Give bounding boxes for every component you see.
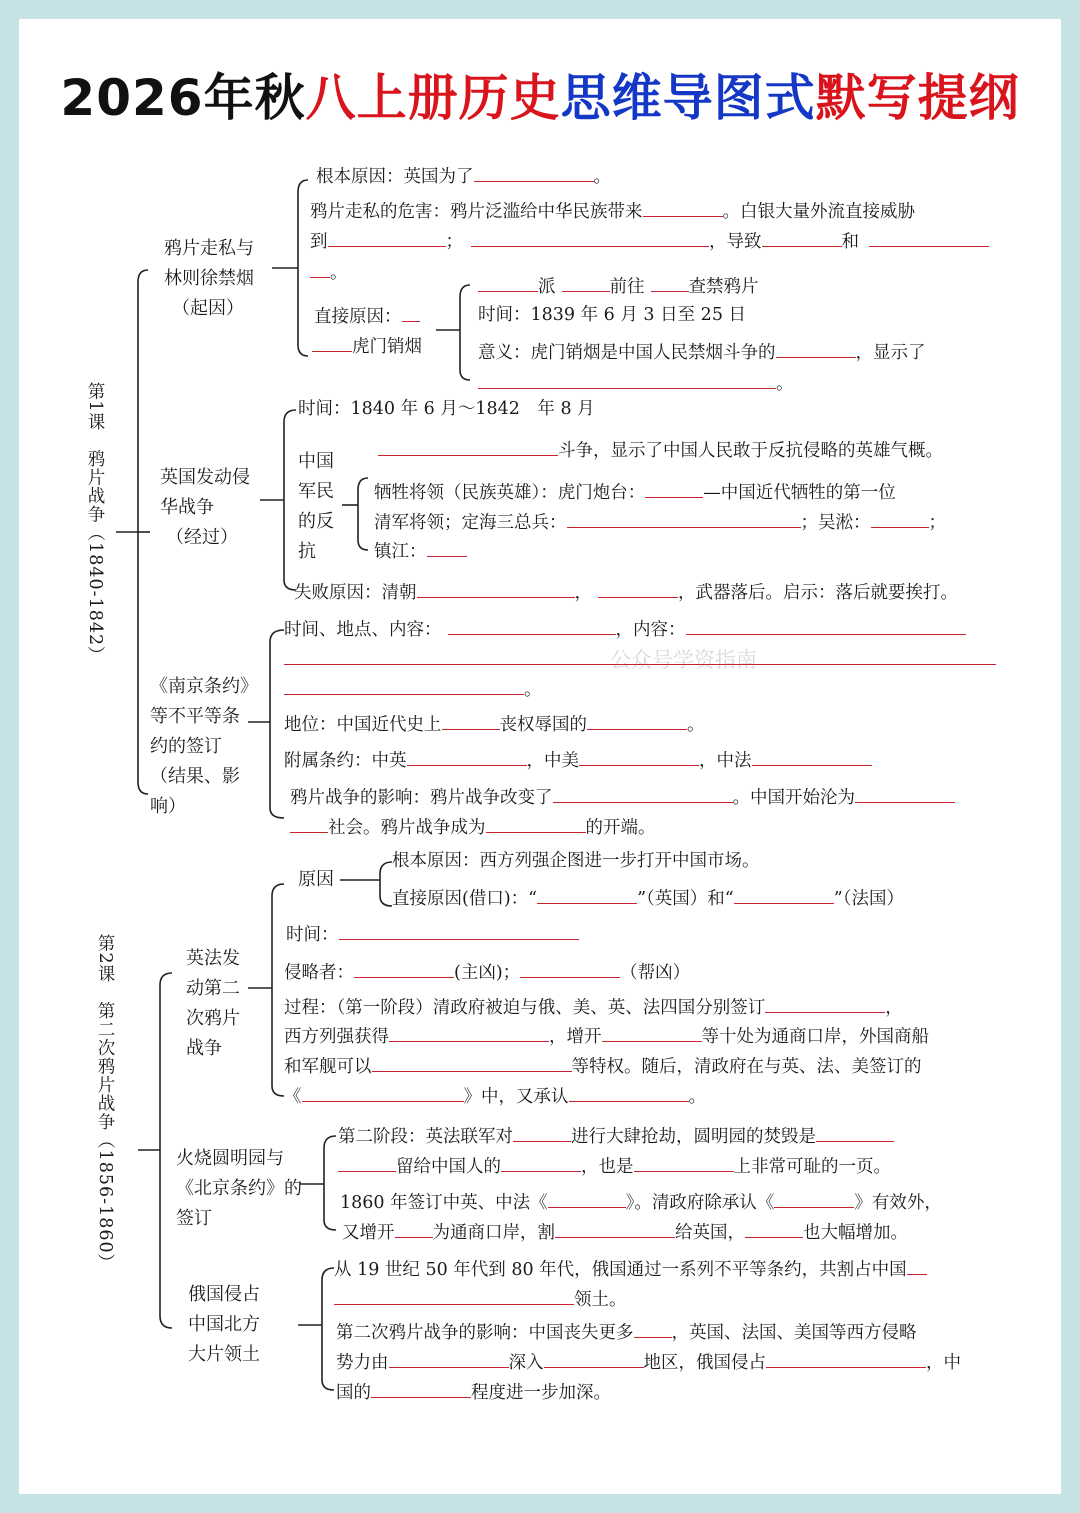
l1-direct-label [314, 304, 420, 328]
blank-line[interactable] [486, 815, 586, 833]
text: 。 [524, 680, 542, 700]
text: 势力由 [336, 1353, 389, 1373]
l2-f1 [338, 1124, 894, 1148]
text: 鸦片走私的危害：鸦片泛滥给中华民族带来 [310, 202, 643, 222]
text: （帮凶） [620, 963, 691, 983]
text: 镇江： [374, 542, 427, 562]
text: 。 [330, 263, 348, 283]
text: ， [574, 583, 592, 603]
node-line: 等不平等条 [150, 706, 240, 727]
l1-c3 [374, 480, 896, 504]
blank-line[interactable] [312, 334, 352, 352]
text: 斗争，显示了中国人民敢于反抗侵略的英雄气概。 [558, 441, 943, 461]
node-line: 中国北方 [188, 1314, 260, 1335]
node-line: 军民 [298, 481, 334, 502]
node-line: 《北京条约》的 [176, 1178, 302, 1199]
title-format: 思维导图式 [560, 69, 816, 127]
text: 。 [687, 715, 705, 735]
blank-line[interactable] [372, 1054, 572, 1072]
lesson2-node-outbreak [186, 944, 240, 1064]
node-line: 战争 [186, 1038, 222, 1059]
text: 清军将领；定海三总兵： [374, 513, 567, 533]
blank-line[interactable] [765, 995, 885, 1013]
l1-d4 [284, 712, 705, 736]
blank-line[interactable] [302, 1084, 464, 1102]
text: ，内容： [615, 620, 686, 640]
node-line: （起因） [172, 298, 244, 319]
l2-g2 [334, 1287, 627, 1311]
blank-line[interactable] [501, 1154, 581, 1172]
text: ，增开 [549, 1027, 602, 1047]
text: 的开端。 [585, 818, 656, 838]
text: ，中 [926, 1353, 961, 1373]
blank-line[interactable] [645, 480, 703, 498]
blank-line[interactable] [567, 510, 801, 528]
blank-line[interactable] [544, 1350, 644, 1368]
text: 领土。 [574, 1290, 627, 1310]
blank-line[interactable] [869, 229, 989, 247]
blank-line[interactable] [328, 229, 446, 247]
blank-line[interactable] [537, 886, 637, 904]
text: 等特权。随后，清政府在与英、法、美签订的 [571, 1057, 922, 1077]
blank-line[interactable] [602, 1024, 702, 1042]
blank-line[interactable] [284, 677, 524, 695]
l1-d6 [290, 785, 955, 809]
node-line: 华战争 [160, 497, 214, 518]
l2-e1: 根本原因：西方列强企图进一步打开中国市场。 [392, 851, 760, 871]
text: 国的 [336, 1383, 371, 1403]
text: 1860 年签订中英、中法《 [340, 1193, 548, 1213]
l1-b2: 时间：1839 年 6 月 3 日至 25 日 [478, 305, 747, 325]
text: ；吴淞： [800, 513, 871, 533]
text: 查禁鸦片 [688, 277, 759, 297]
text: 留给中国人的 [396, 1157, 501, 1177]
blank-line[interactable] [651, 274, 689, 292]
node-line: 大片领土 [188, 1344, 260, 1365]
blank-line[interactable] [569, 1084, 689, 1102]
text: (主凶)； [454, 963, 521, 983]
text: 。 [776, 374, 794, 394]
text: ， [885, 998, 903, 1018]
text: —中国近代牺牲的第一位 [703, 483, 896, 503]
text: ，英国、法国、美国等西方侵略 [671, 1323, 917, 1343]
blank-line[interactable] [520, 960, 620, 978]
node-line: 抗 [298, 541, 316, 562]
text: 直接原因： [314, 307, 402, 327]
node-line: 俄国侵占 [188, 1284, 260, 1305]
l1-a1 [316, 164, 611, 188]
node-line: 签订 [176, 1208, 212, 1229]
l2-f2 [338, 1154, 891, 1178]
l1-b3 [478, 340, 926, 364]
text: ”（法国） [833, 889, 904, 909]
node-line: 英法发 [186, 948, 240, 969]
lesson1-node-result [150, 672, 258, 822]
text: 》有效外， [854, 1193, 942, 1213]
l1-c1: 时间：1840 年 6 月～1842 年 8 月 [298, 399, 595, 419]
blank-line[interactable] [762, 229, 842, 247]
l1-c6 [294, 580, 958, 604]
blank-line[interactable] [395, 1220, 433, 1238]
node-line: 中国 [298, 451, 334, 472]
text: 和 [841, 232, 859, 252]
node-line: 英国发动侵 [160, 467, 250, 488]
node-line: 次鸦片 [186, 1008, 240, 1029]
l2-f3 [340, 1190, 942, 1214]
blank-line[interactable] [339, 922, 579, 940]
text: 到 [310, 232, 328, 252]
blank-line[interactable] [427, 539, 467, 557]
blank-line[interactable] [855, 785, 955, 803]
text: 侵略者： [284, 963, 354, 983]
node-line: 《南京条约》 [150, 676, 258, 697]
blank-line[interactable] [334, 1287, 574, 1305]
blank-line[interactable] [553, 785, 733, 803]
text: 鸦片战争的影响：鸦片战争改变了 [290, 788, 553, 808]
blank-line[interactable] [548, 1190, 626, 1208]
text: ”（英国）和“ [637, 889, 734, 909]
text: 第二次鸦片战争的影响：中国丧失更多 [336, 1323, 634, 1343]
l2-e4 [284, 960, 690, 984]
blank-line[interactable] [474, 164, 594, 182]
text: ； [445, 232, 463, 252]
text: 时间： [286, 925, 339, 945]
text: 意义：虎门销烟是中国人民禁烟斗争的 [478, 343, 776, 363]
l1-d1 [284, 617, 966, 641]
lesson1-label: 第1课 鸦片战争（1840-1842） [85, 382, 105, 665]
text: ； [928, 513, 946, 533]
blank-line[interactable] [471, 229, 709, 247]
l1-d3 [284, 677, 542, 701]
lesson2-node-beijing [176, 1144, 302, 1234]
node-line: （结果、影 [150, 766, 240, 787]
node-line: 鸦片走私与 [164, 238, 254, 259]
l2-e6 [284, 1024, 929, 1048]
blank-line[interactable] [442, 712, 500, 730]
l2-e2 [392, 886, 904, 910]
text: 从 19 世纪 50 年代到 80 年代，俄国通过一系列不平等条约，共割占中国 [334, 1260, 907, 1280]
l1-c2 [378, 438, 943, 462]
blank-line[interactable] [555, 1220, 675, 1238]
blank-line[interactable] [389, 1350, 509, 1368]
text: 上非常可耻的一页。 [733, 1157, 891, 1177]
text: 时间、地点、内容： [284, 620, 442, 640]
text: 进行大肆抢劫，圆明园的焚毁是 [571, 1127, 816, 1147]
blank-line[interactable] [417, 580, 575, 598]
blank-line[interactable] [579, 748, 699, 766]
text: 根本原因：英国为了 [316, 167, 474, 187]
blank-line[interactable] [776, 340, 856, 358]
blank-line[interactable] [598, 580, 678, 598]
text: 社会。鸦片战争成为 [328, 818, 486, 838]
text: 》。清政府除承认《 [625, 1193, 775, 1213]
node-line: 动第二 [186, 978, 240, 999]
blank-line[interactable] [752, 748, 872, 766]
node-line: 林则徐禁烟 [164, 268, 254, 289]
l1-b4 [478, 371, 794, 395]
text: 虎门销烟 [352, 337, 422, 357]
blank-line[interactable] [338, 1154, 396, 1172]
l1-resist-label [298, 447, 334, 567]
blank-line[interactable] [816, 1124, 894, 1142]
text: 也大幅增加。 [803, 1223, 908, 1243]
blank-line[interactable] [310, 260, 330, 278]
text: 前往 [609, 277, 645, 297]
blank-line[interactable] [562, 274, 610, 292]
l1-d5 [284, 748, 872, 772]
l1-d2 [284, 647, 996, 671]
l2-g5 [336, 1380, 611, 1404]
blank-line[interactable] [643, 199, 723, 217]
node-line: 约的签订 [150, 736, 222, 757]
l1-direct-label-2 [312, 334, 422, 358]
text: 牺牲将领（民族英雄）：虎门炮台： [374, 483, 646, 503]
node-line: 的反 [298, 511, 334, 532]
l1-c4 [374, 510, 946, 534]
l2-f4 [342, 1220, 908, 1244]
blank-line[interactable] [513, 1124, 571, 1142]
blank-line[interactable] [402, 304, 420, 322]
blank-line[interactable] [745, 1220, 803, 1238]
blank-line[interactable] [478, 371, 776, 389]
text: ，导致 [709, 232, 762, 252]
text: 西方列强获得 [284, 1027, 389, 1047]
lesson2-label: 第2课 第二次鸦片战争（1856-1860） [95, 934, 115, 1273]
blank-line[interactable] [389, 1024, 549, 1042]
text: 和军舰可以 [284, 1057, 372, 1077]
lesson1-node-cause [164, 234, 254, 324]
l2-e8 [284, 1084, 706, 1108]
l2-cause-label: 原因 [298, 869, 334, 890]
text: 等十处为通商口岸，外国商船 [701, 1027, 929, 1047]
text: 。中国开始沦为 [732, 788, 855, 808]
text: 失败原因：清朝 [294, 583, 417, 603]
l1-d7 [290, 815, 656, 839]
text: 又增开 [342, 1223, 395, 1243]
text: 过程：（第一阶段）清政府被迫与俄、美、英、法四国分别签订 [284, 998, 766, 1018]
text: 地区，俄国侵占 [643, 1353, 766, 1373]
blank-line[interactable] [378, 438, 558, 456]
text: 《 [284, 1087, 302, 1107]
text: 派 [538, 277, 556, 297]
watermark: 公众号学资指南 [610, 648, 757, 672]
text: ，中法 [699, 751, 752, 771]
blank-line[interactable] [774, 1190, 854, 1208]
text: 第二阶段：英法联军对 [338, 1127, 513, 1147]
blank-line[interactable] [734, 886, 834, 904]
blank-line[interactable] [354, 960, 454, 978]
l1-b1 [478, 274, 759, 298]
blank-line[interactable] [634, 1154, 734, 1172]
l1-a3 [310, 229, 989, 253]
blank-line[interactable] [587, 712, 687, 730]
l2-e7 [284, 1054, 922, 1078]
text: 地位：中国近代史上 [284, 715, 442, 735]
text: 》中，又承认 [463, 1087, 569, 1107]
title-subject: 八上册历史 [305, 69, 561, 127]
l1-c5 [374, 539, 467, 563]
text: 直接原因(借口)：“ [392, 889, 538, 909]
blank-line[interactable] [907, 1257, 927, 1275]
text: 附属条约：中英 [284, 751, 407, 771]
l2-e3 [286, 922, 579, 946]
text: 深入 [508, 1353, 544, 1373]
blank-line[interactable] [407, 748, 527, 766]
text: 程度进一步加深。 [471, 1383, 611, 1403]
text: 丧权辱国的 [499, 715, 587, 735]
l2-g3 [336, 1320, 917, 1344]
blank-line[interactable] [634, 1320, 672, 1338]
l2-g4 [336, 1350, 961, 1374]
blank-line[interactable] [448, 617, 616, 635]
l2-e5 [284, 995, 903, 1019]
blank-line[interactable] [686, 617, 966, 635]
l1-a2 [310, 199, 915, 223]
blank-line[interactable] [766, 1350, 926, 1368]
text: ，显示了 [855, 343, 926, 363]
text: ，中美 [526, 751, 579, 771]
node-line: 响） [150, 796, 186, 817]
text: 给英国， [675, 1223, 745, 1243]
l1-a4 [310, 260, 348, 284]
text: 。白银大量外流直接威胁 [722, 202, 915, 222]
text: 。 [593, 167, 611, 187]
title-type: 默写提纲 [815, 69, 1020, 127]
lesson1-node-course [160, 463, 250, 553]
blank-line[interactable] [478, 274, 538, 292]
blank-line[interactable] [284, 647, 996, 665]
blank-line[interactable] [371, 1380, 471, 1398]
text: 为通商口岸，割 [432, 1223, 555, 1243]
node-line: 火烧圆明园与 [176, 1148, 284, 1169]
node-line: （经过） [166, 527, 238, 548]
blank-line[interactable] [871, 510, 929, 528]
text: 。 [688, 1087, 706, 1107]
title-year: 2026年秋 [60, 69, 306, 127]
text: ，武器落后。启示：落后就要挨打。 [678, 583, 958, 603]
l2-g1 [334, 1257, 927, 1281]
text: ，也是 [581, 1157, 634, 1177]
blank-line[interactable] [290, 815, 328, 833]
lesson2-node-russia [188, 1280, 260, 1370]
